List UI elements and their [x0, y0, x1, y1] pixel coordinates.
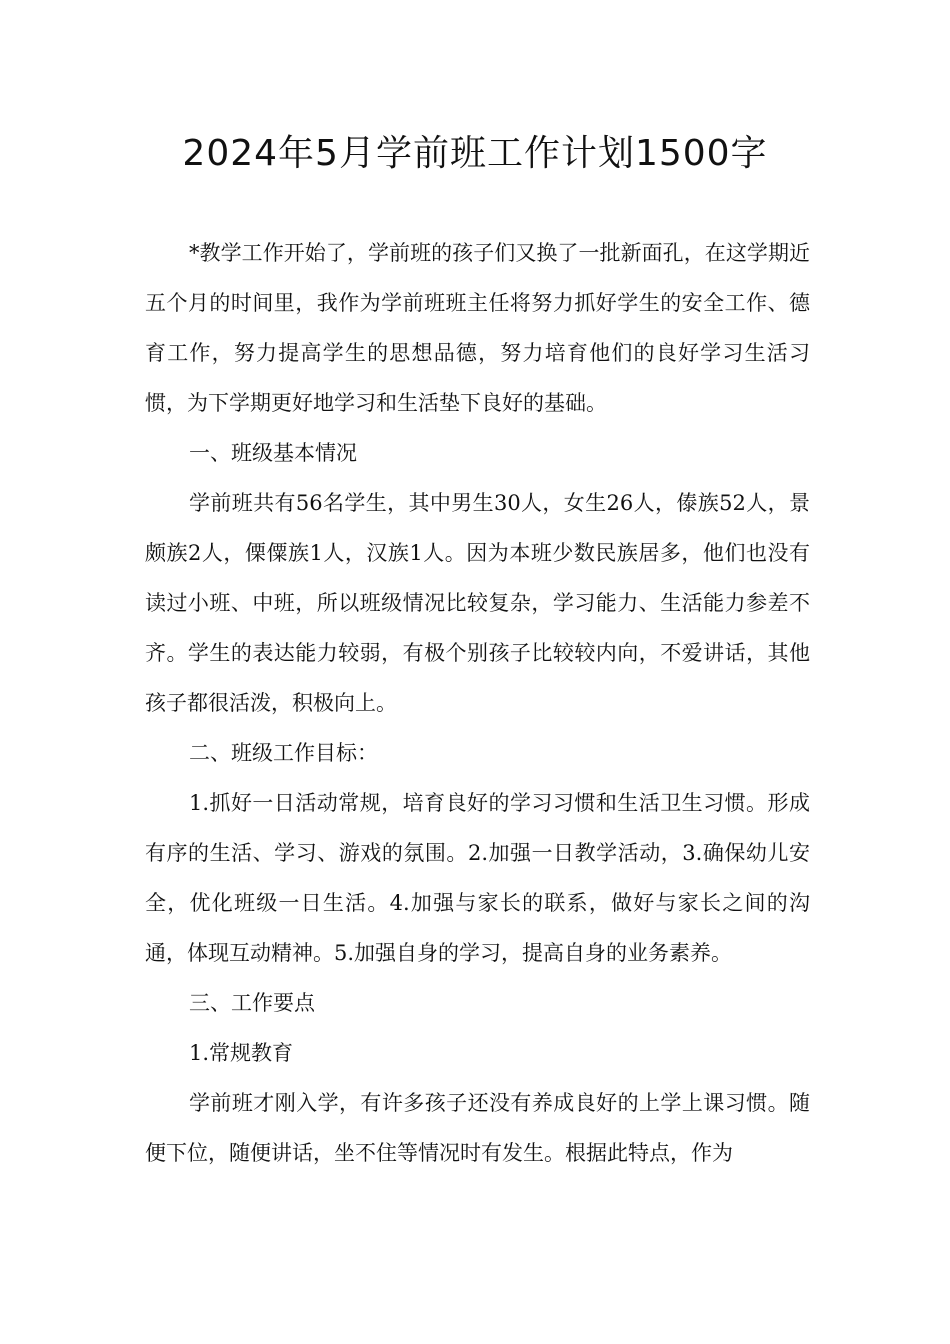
- document-body: [145, 228, 810, 1178]
- heading-work-goals: 二、班级工作目标：: [189, 741, 378, 765]
- heading-work-points: 三、工作要点: [189, 991, 315, 1015]
- paragraph-class-situation: 学前班共有56名学生，其中男生30人，女生26人，傣族52人，景颇族2人，傈僳族1人，汉族1人。因为本班少数民族居多，他们也没有读过小班、中班，所以班级情况比较复杂，学习能力、生活能力参差不齐。学生的表达能力较弱，有极个别孩子比较较内向，不爱讲话，其他孩子都很活泼，积极向上。: [145, 491, 810, 715]
- paragraph-routine-education: 学前班才刚入学，有许多孩子还没有养成良好的上学上课习惯。随便下位，随便讲话，坐不住等情况时有发生。根据此特点，作为: [145, 1091, 810, 1165]
- subheading-routine-education: 1.常规教育: [189, 1041, 294, 1065]
- paragraph-intro: *教学工作开始了，学前班的孩子们又换了一批新面孔，在这学期近五个月的时间里，我作为学前班班主任将努力抓好学生的安全工作、德育工作，努力提高学生的思想品德，努力培育他们的良好学习生活习惯，为下学期更好地学习和生活垫下良好的基础。: [145, 241, 810, 415]
- heading-class-situation: 一、班级基本情况: [189, 441, 357, 465]
- paragraph-work-goals: 1.抓好一日活动常规，培育良好的学习习惯和生活卫生习惯。形成有序的生活、学习、游戏的氛围。2.加强一日教学活动，3.确保幼儿安全，优化班级一日生活。4.加强与家长的联系，做好与家长之间的沟通，体现互动精神。5.加强自身的学习，提高自身的业务素养。: [145, 791, 810, 965]
- document-title: 2024年5月学前班工作计划1500字: [182, 133, 768, 174]
